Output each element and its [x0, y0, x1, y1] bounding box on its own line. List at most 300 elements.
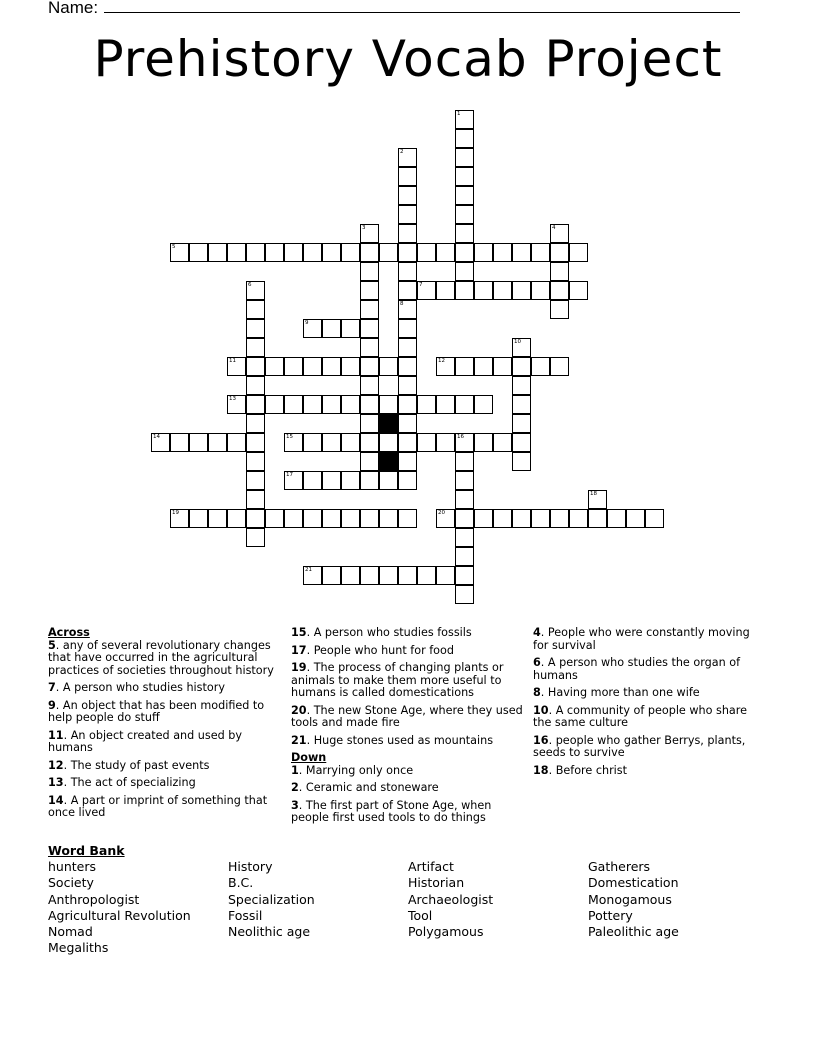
crossword-cell[interactable] [303, 433, 322, 452]
clue-number: 6 [533, 656, 541, 669]
clue-text: An object that has been modified to help people do stuff [48, 698, 265, 724]
clue-number: 14 [48, 793, 64, 807]
crossword-cell[interactable] [246, 376, 265, 395]
word-bank-word: Megaliths [48, 940, 109, 956]
crossword-cell[interactable] [379, 357, 398, 376]
crossword-cell[interactable] [607, 509, 626, 528]
crossword-cell[interactable] [455, 167, 474, 186]
crossword-cell[interactable] [303, 471, 322, 490]
crossword-cell[interactable] [512, 281, 531, 300]
clue-text: Marrying only once [305, 763, 414, 777]
crossword-cell[interactable] [398, 357, 417, 376]
crossword-cell[interactable] [455, 566, 474, 585]
clue-text: People who hunt for food [313, 643, 454, 657]
word-bank-word: History [228, 859, 273, 875]
word-bank-word: Nomad [48, 924, 93, 940]
cell-number: 18 [590, 491, 597, 497]
crossword-cell[interactable] [398, 509, 417, 528]
crossword-cell[interactable] [246, 433, 265, 452]
clue-item: 11. An object created and used by humans [48, 728, 242, 754]
crossword-cell[interactable] [512, 414, 531, 433]
crossword-cell[interactable] [341, 357, 360, 376]
crossword-cell[interactable] [379, 509, 398, 528]
clue-text: A community of people who share the same culture [533, 703, 748, 729]
clue-text: A part or imprint of something that once lived [48, 793, 268, 819]
clue-number: 11 [48, 728, 64, 742]
crossword-cell[interactable] [227, 395, 246, 414]
crossword-cell[interactable] [246, 395, 265, 414]
crossword-cell[interactable] [322, 395, 341, 414]
cell-number: 20 [438, 510, 445, 516]
cell-number: 12 [438, 358, 445, 364]
crossword-cell[interactable] [360, 262, 379, 281]
crossword-cell[interactable] [417, 566, 436, 585]
crossword-cell[interactable] [455, 129, 474, 148]
clue-number: 19 [291, 661, 307, 674]
crossword-cell[interactable] [360, 338, 379, 357]
crossword-cell[interactable] [398, 186, 417, 205]
clue-item: 7. A person who studies history [48, 681, 225, 694]
crossword-cell[interactable] [550, 300, 569, 319]
clue-number: 16 [533, 733, 549, 747]
crossword-cell[interactable] [436, 395, 455, 414]
crossword-cell[interactable] [550, 281, 569, 300]
crossword-cell[interactable] [246, 357, 265, 376]
crossword-cell[interactable] [455, 528, 474, 547]
crossword-cell[interactable] [246, 319, 265, 338]
crossword-cell[interactable] [189, 243, 208, 262]
crossword-cell[interactable] [493, 243, 512, 262]
crossword-cell[interactable] [322, 319, 341, 338]
crossword-cell[interactable] [455, 547, 474, 566]
crossword-cell[interactable] [379, 471, 398, 490]
clue-number: 21 [291, 733, 307, 747]
crossword-cell[interactable] [284, 243, 303, 262]
crossword-cell[interactable] [417, 281, 436, 300]
crossword-cell[interactable] [360, 452, 379, 471]
crossword-cell[interactable] [341, 243, 360, 262]
crossword-cell[interactable] [455, 205, 474, 224]
crossword-cell[interactable] [303, 357, 322, 376]
crossword-cell[interactable] [512, 338, 531, 357]
clues-column-1 [48, 627, 280, 825]
word-bank-word: Historian [408, 875, 465, 891]
clue-item: 15. A person who studies fossils [291, 626, 472, 639]
word-bank-columns [48, 859, 768, 956]
crossword-cell[interactable] [227, 357, 246, 376]
crossword-cell[interactable] [455, 433, 474, 452]
crossword-cell[interactable] [398, 167, 417, 186]
crossword-cell[interactable] [493, 281, 512, 300]
crossword-cell[interactable] [455, 490, 474, 509]
clue-number: 1 [291, 763, 299, 777]
word-bank-word: B.C. [228, 875, 254, 891]
cell-number: 5 [172, 244, 176, 250]
word-bank-column [228, 859, 408, 956]
crossword-cell[interactable] [493, 433, 512, 452]
clue-item: 8. Having more than one wife [533, 686, 700, 699]
crossword-cell[interactable] [588, 509, 607, 528]
cell-number: 10 [514, 339, 521, 345]
clue-item: 1. Marrying only once [291, 763, 414, 777]
crossword-cell[interactable] [284, 357, 303, 376]
crossword-cell[interactable] [341, 433, 360, 452]
crossword-cell[interactable] [512, 243, 531, 262]
cell-number: 21 [305, 567, 312, 573]
across-clues-part-1 [48, 640, 280, 820]
word-bank-word: Specialization [228, 891, 315, 907]
clue-item: 12. The study of past events [48, 758, 210, 772]
page-title: Prehistory Vocab Project [93, 30, 723, 88]
cell-number: 8 [400, 301, 404, 307]
crossword-cell[interactable] [284, 509, 303, 528]
crossword-cell[interactable] [341, 566, 360, 585]
crossword-cell[interactable] [322, 566, 341, 585]
word-bank-word: Monogamous [588, 891, 672, 907]
clue-number: 18 [533, 763, 549, 777]
crossword-cell[interactable] [455, 585, 474, 604]
crossword-cell[interactable] [303, 395, 322, 414]
clue-text: The new Stone Age, where they used tools and made fire [291, 703, 523, 729]
crossword-cell[interactable] [360, 376, 379, 395]
down-header: Down [291, 751, 327, 764]
down-clues-part-1 [291, 765, 523, 825]
crossword-cell[interactable] [417, 243, 436, 262]
name-underline[interactable] [104, 0, 740, 13]
crossword-cell[interactable] [303, 319, 322, 338]
crossword-cell[interactable] [398, 395, 417, 414]
crossword-cell[interactable] [569, 509, 588, 528]
clue-number: 12 [48, 758, 64, 772]
word-bank-word: Tool [408, 907, 433, 923]
crossword-cell[interactable] [246, 528, 265, 547]
crossword-black-cell [379, 452, 398, 471]
crossword-cell[interactable] [360, 395, 379, 414]
word-bank-word: Pottery [588, 907, 633, 923]
clue-text: A person who studies the organ of humans [533, 656, 741, 682]
crossword-cell[interactable] [645, 509, 664, 528]
clue-number: 13 [48, 776, 64, 789]
crossword-cell[interactable] [398, 319, 417, 338]
word-bank-word: Anthropologist [48, 891, 140, 907]
crossword-cell[interactable] [360, 433, 379, 452]
crossword-cell[interactable] [379, 243, 398, 262]
crossword-cell[interactable] [189, 433, 208, 452]
crossword-cell[interactable] [512, 376, 531, 395]
clue-text: any of several revolutionary changes that have occurred in the agricultural practices of societies throughout history [48, 638, 274, 677]
crossword-cell[interactable] [322, 433, 341, 452]
crossword-cell[interactable] [303, 566, 322, 585]
crossword-cell[interactable] [436, 509, 455, 528]
clue-item: 17. People who hunt for food [291, 643, 454, 657]
crossword-cell[interactable] [360, 414, 379, 433]
word-bank-word: Paleolithic age [588, 924, 679, 940]
crossword-cell[interactable] [246, 452, 265, 471]
crossword-cell[interactable] [550, 357, 569, 376]
crossword-cell[interactable] [455, 243, 474, 262]
crossword-cell[interactable] [398, 376, 417, 395]
word-bank-word: Artifact [408, 859, 454, 875]
crossword-cell[interactable] [360, 509, 379, 528]
word-bank-word: hunters [48, 859, 97, 875]
crossword-cell[interactable] [474, 357, 493, 376]
crossword-cell[interactable] [322, 509, 341, 528]
crossword-cell[interactable] [284, 433, 303, 452]
crossword-cell[interactable] [265, 357, 284, 376]
clue-text: people who gather Berrys, plants, seeds to survive [533, 733, 746, 759]
across-clues-part-2 [291, 627, 523, 747]
word-bank-header: Word Bank [48, 843, 125, 858]
crossword-cell[interactable] [626, 509, 645, 528]
name-label: Name: [48, 0, 99, 17]
clue-item: 4. People who were constantly moving for survival [533, 626, 750, 652]
crossword-cell[interactable] [265, 509, 284, 528]
word-bank-word: Polygamous [408, 924, 484, 940]
crossword-cell[interactable] [455, 148, 474, 167]
crossword-cell[interactable] [398, 452, 417, 471]
crossword-cell[interactable] [474, 433, 493, 452]
crossword-cell[interactable] [455, 186, 474, 205]
crossword-cell[interactable] [170, 433, 189, 452]
crossword-cell[interactable] [398, 414, 417, 433]
word-bank-word: Gatherers [588, 859, 651, 875]
crossword-cell[interactable] [531, 243, 550, 262]
clue-item: 21. Huge stones used as mountains [291, 733, 494, 747]
crossword-cell[interactable] [246, 300, 265, 319]
cell-number: 6 [248, 282, 252, 288]
clue-item: 13. The act of specializing [48, 776, 196, 789]
cell-number: 9 [305, 320, 309, 326]
clue-text: Before christ [555, 763, 628, 777]
crossword-cell[interactable] [531, 509, 550, 528]
crossword-cell[interactable] [436, 357, 455, 376]
clue-item: 9. An object that has been modified to help people do stuff [48, 698, 265, 724]
crossword-cell[interactable] [284, 471, 303, 490]
crossword-cell[interactable] [398, 566, 417, 585]
crossword-cell[interactable] [398, 338, 417, 357]
word-bank-column [408, 859, 588, 956]
clue-number: 10 [533, 703, 549, 717]
crossword-cell[interactable] [189, 509, 208, 528]
crossword-cell[interactable] [341, 471, 360, 490]
crossword-cell[interactable] [474, 395, 493, 414]
clue-text: A person who studies history [62, 681, 225, 694]
crossword-cell[interactable] [341, 395, 360, 414]
crossword-cell[interactable] [398, 262, 417, 281]
clue-item: 16. people who gather Berrys, plants, seeds to survive [533, 733, 746, 759]
crossword-cell[interactable] [208, 433, 227, 452]
clues-column-3 [533, 627, 765, 782]
crossword-cell[interactable] [398, 281, 417, 300]
clue-item: 2. Ceramic and stoneware [291, 781, 439, 794]
crossword-cell[interactable] [398, 433, 417, 452]
word-bank-word: Neolithic age [228, 924, 311, 940]
word-bank-word: Domestication [588, 875, 679, 891]
crossword-cell[interactable] [455, 262, 474, 281]
crossword-cell[interactable] [569, 243, 588, 262]
crossword-cell[interactable] [455, 471, 474, 490]
crossword-cell[interactable] [512, 452, 531, 471]
crossword-cell[interactable] [493, 509, 512, 528]
clue-text: Huge stones used as mountains [313, 733, 494, 747]
crossword-cell[interactable] [227, 433, 246, 452]
crossword-cell[interactable] [246, 281, 265, 300]
crossword-cell[interactable] [436, 281, 455, 300]
crossword-cell[interactable] [531, 357, 550, 376]
crossword-cell[interactable] [360, 300, 379, 319]
crossword-cell[interactable] [474, 281, 493, 300]
crossword-cell[interactable] [455, 509, 474, 528]
clue-number: 8 [533, 686, 541, 699]
cell-number: 15 [286, 434, 293, 440]
clue-text: A person who studies fossils [313, 626, 472, 639]
crossword-cell[interactable] [379, 395, 398, 414]
crossword-cell[interactable] [360, 224, 379, 243]
clue-text: Ceramic and stoneware [305, 781, 439, 794]
word-bank-column [48, 859, 228, 956]
clue-item: 5. any of several revolutionary changes that have occurred in the agricultural practices of societies throughout history [48, 638, 274, 677]
crossword-cell[interactable] [322, 243, 341, 262]
crossword-cell[interactable] [208, 243, 227, 262]
word-bank-word: Agricultural Revolution [48, 907, 191, 923]
clue-number: 9 [48, 698, 56, 712]
cell-number: 3 [362, 225, 366, 231]
crossword-cell[interactable] [550, 509, 569, 528]
crossword-cell[interactable] [398, 148, 417, 167]
crossword-cell[interactable] [246, 490, 265, 509]
crossword-cell[interactable] [265, 243, 284, 262]
crossword-cell[interactable] [455, 281, 474, 300]
crossword-cell[interactable] [246, 338, 265, 357]
crossword-cell[interactable] [284, 395, 303, 414]
clue-text: The study of past events [70, 758, 210, 772]
cell-number: 14 [153, 434, 160, 440]
clue-number: 4 [533, 626, 541, 639]
crossword-cell[interactable] [360, 319, 379, 338]
crossword-cell[interactable] [455, 452, 474, 471]
crossword-cell[interactable] [493, 357, 512, 376]
clue-text: The process of changing plants or animals to make them more useful to humans is called domestications [291, 661, 504, 699]
crossword-cell[interactable] [341, 509, 360, 528]
cell-number: 13 [229, 396, 236, 402]
cell-number: 2 [400, 149, 404, 155]
crossword-cell[interactable] [474, 509, 493, 528]
crossword-cell[interactable] [455, 357, 474, 376]
crossword-cell[interactable] [227, 243, 246, 262]
clue-number: 2 [291, 781, 299, 794]
crossword-cell[interactable] [417, 395, 436, 414]
crossword-cell[interactable] [360, 243, 379, 262]
crossword-cell[interactable] [322, 471, 341, 490]
clue-number: 7 [48, 681, 56, 694]
word-bank [48, 843, 768, 956]
crossword-cell[interactable] [360, 357, 379, 376]
clue-text: An object created and used by humans [48, 728, 242, 754]
crossword-cell[interactable] [398, 224, 417, 243]
clue-item: 19. The process of changing plants or animals to make them more useful to humans is called domestications [291, 661, 504, 699]
across-header: Across [48, 626, 90, 639]
crossword-cell[interactable] [227, 509, 246, 528]
clue-text: Having more than one wife [547, 686, 700, 699]
crossword-cell[interactable] [379, 433, 398, 452]
crossword-cell[interactable] [303, 243, 322, 262]
crossword-cell[interactable] [512, 509, 531, 528]
crossword-cell[interactable] [588, 490, 607, 509]
crossword-cell[interactable] [170, 243, 189, 262]
crossword-cell[interactable] [436, 243, 455, 262]
crossword-cell[interactable] [379, 566, 398, 585]
name-field[interactable] [48, 0, 740, 18]
crossword-black-cell [379, 414, 398, 433]
crossword-cell[interactable] [360, 566, 379, 585]
crossword-cell[interactable] [512, 357, 531, 376]
crossword-cell[interactable] [322, 357, 341, 376]
clue-item: 18. Before christ [533, 763, 628, 777]
crossword-cell[interactable] [436, 566, 455, 585]
word-bank-word: Archaeologist [408, 891, 494, 907]
clue-item: 10. A community of people who share the same culture [533, 703, 748, 729]
crossword-cell[interactable] [265, 395, 284, 414]
crossword-cell[interactable] [550, 262, 569, 281]
crossword-cell[interactable] [455, 110, 474, 129]
crossword-cell[interactable] [151, 433, 170, 452]
crossword-cell[interactable] [436, 433, 455, 452]
crossword-cell[interactable] [398, 205, 417, 224]
clue-item: 20. The new Stone Age, where they used tools and made fire [291, 703, 523, 729]
crossword-cell[interactable] [246, 243, 265, 262]
cell-number: 19 [172, 510, 179, 516]
clue-text: People who were constantly moving for survival [533, 626, 750, 652]
crossword-cell[interactable] [455, 395, 474, 414]
clue-item: 6. A person who studies the organ of humans [533, 656, 741, 682]
crossword-cell[interactable] [550, 224, 569, 243]
cell-number: 11 [229, 358, 236, 364]
clue-text: The act of specializing [70, 776, 196, 789]
clue-item: 14. A part or imprint of something that once lived [48, 793, 268, 819]
crossword-cell[interactable] [550, 243, 569, 262]
crossword-cell[interactable] [246, 509, 265, 528]
word-bank-word: Fossil [228, 907, 263, 923]
crossword-cell[interactable] [398, 300, 417, 319]
cell-number: 1 [457, 111, 461, 117]
clue-number: 5 [48, 638, 56, 652]
clue-number: 15 [291, 626, 307, 639]
crossword-cell[interactable] [531, 281, 550, 300]
crossword-cell[interactable] [474, 243, 493, 262]
cell-number: 17 [286, 472, 293, 478]
crossword-cell[interactable] [360, 471, 379, 490]
word-bank-column [588, 859, 768, 956]
crossword-cell[interactable] [512, 395, 531, 414]
crossword-cell[interactable] [569, 281, 588, 300]
crossword-cell[interactable] [341, 319, 360, 338]
crossword-cell[interactable] [246, 471, 265, 490]
crossword-cell[interactable] [303, 509, 322, 528]
cell-number: 7 [419, 282, 423, 288]
crossword-cell[interactable] [170, 509, 189, 528]
crossword-cell[interactable] [360, 281, 379, 300]
crossword-cell[interactable] [208, 509, 227, 528]
crossword-cell[interactable] [246, 414, 265, 433]
crossword-cell[interactable] [398, 243, 417, 262]
crossword-cell[interactable] [455, 224, 474, 243]
cell-number: 4 [552, 225, 556, 231]
crossword-cell[interactable] [417, 433, 436, 452]
crossword-cell[interactable] [512, 433, 531, 452]
clue-number: 20 [291, 703, 307, 717]
crossword-cell[interactable] [398, 471, 417, 490]
clue-number: 17 [291, 643, 307, 657]
